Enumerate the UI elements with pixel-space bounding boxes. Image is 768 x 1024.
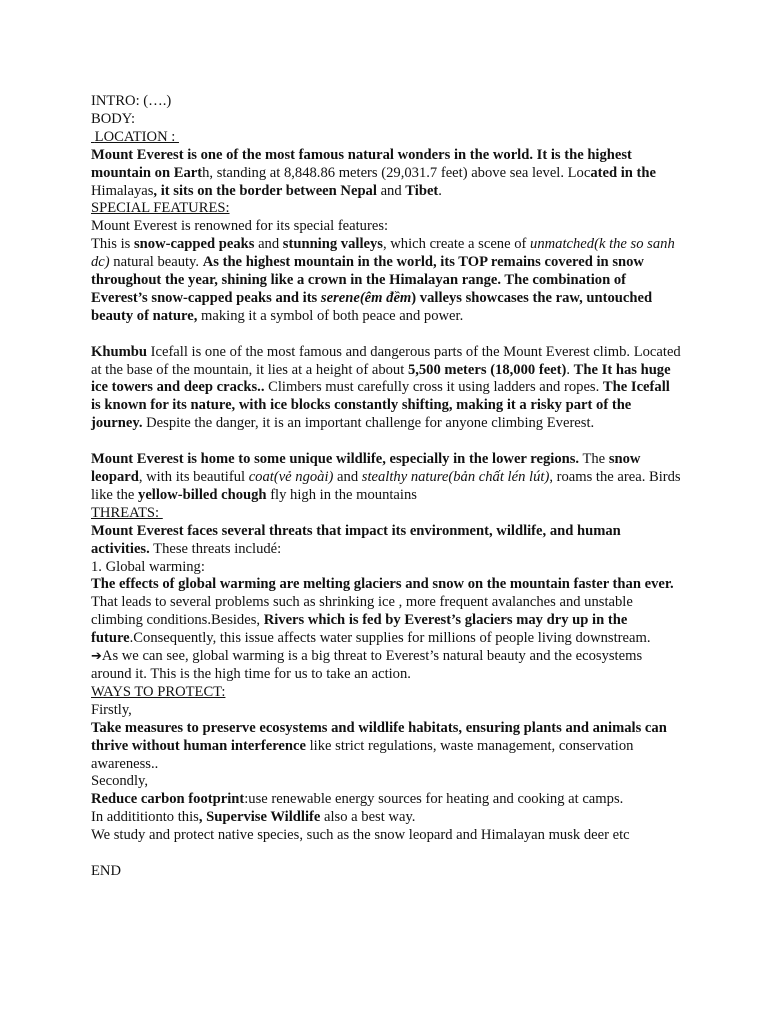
kh-bold: The It has huge ice towers and deep cracks.. — [91, 361, 671, 396]
wp-text: :use renewable energy sources for heating and cooking at camps. — [244, 791, 624, 808]
wp-text: like strict regulations, waste management, conservation awareness.. — [91, 737, 634, 772]
sf-text: This is — [91, 236, 134, 253]
arrow-right-icon: ➔ — [91, 649, 102, 665]
gw-bold: The effects of global warming are melting glaciers and snow on the mountain faster than ever. — [91, 576, 674, 593]
body-label: BODY: — [91, 110, 136, 127]
wl-bold: yellow-billed chough — [138, 486, 267, 503]
kh-text: Despite the danger, it is an important challenge for anyone climbing Everest. — [142, 415, 595, 432]
threat-item-global-warming: 1. Global warming: — [91, 558, 205, 575]
conclusion-text: As we can see, global warming is a big threat to Everest’s natural beauty and the ecosystems around it. This is the high time for us to take an action. — [91, 648, 643, 682]
sf-text: , which create a scene of — [382, 236, 531, 253]
location-text-bold-3: ated in the — [590, 164, 657, 181]
wp-bold: Reduce carbon footprint — [91, 791, 245, 808]
sf-bold: (êm đềm — [359, 289, 412, 306]
ways-paragraph-2 — [91, 791, 681, 809]
threats-heading: THREATS: — [91, 504, 163, 521]
wl-bold: snow leopard — [91, 451, 641, 485]
blank-line — [91, 433, 681, 451]
wl-text: The — [579, 451, 609, 468]
sf-bold: stunning valleys — [282, 236, 383, 253]
ways-paragraph-4: We study and protect native species, such as the snow leopard and Himalayan musk deer etc — [91, 827, 630, 844]
khumbu-paragraph — [91, 344, 681, 434]
end-label: END — [91, 862, 121, 879]
threats-conclusion — [91, 648, 681, 684]
kh-bold: 5,500 meters (18,000 feet) — [407, 361, 567, 378]
threats-intro — [91, 523, 681, 559]
sf-text: and — [254, 236, 283, 253]
sf-bold: ) valleys showcases the raw, untouched beauty of nature, — [91, 289, 653, 324]
firstly-label: Firstly, — [91, 701, 132, 718]
document-page — [91, 93, 681, 881]
ways-paragraph-1 — [91, 720, 681, 774]
wl-italic: coat(vẻ ngoài) — [248, 469, 334, 485]
kh-text: Climbers must carefully cross it using ladders and ropes. — [264, 379, 603, 396]
location-text-8: . — [438, 182, 442, 199]
global-warming-paragraph — [91, 576, 681, 648]
wildlife-paragraph — [91, 451, 681, 505]
wl-text: , with its beautiful — [138, 469, 249, 485]
location-text-bold-1: Mount Everest is one of the most famous natural wonders in the world. It is the highest mountain on Eart — [91, 146, 632, 181]
sf-bold: As the highest mountain in the world, its TOP remains covered in snow throughout the year, shining like a crown in the Himalayan range. The combination of Everest’s snow-capped peaks and its — [91, 254, 644, 306]
ways-paragraph-3 — [91, 809, 681, 827]
sf-bold: snow-capped peaks — [133, 236, 255, 253]
blank-line — [91, 845, 681, 863]
kh-text: . — [566, 361, 574, 378]
wp-text: also a best way. — [320, 809, 416, 826]
kh-text: Icefall is one of the most famous and dangerous parts of the Mount Everest climb. Located at the base of the mountain, it lies at a height of about — [91, 343, 681, 378]
sf-italic: unmatched(k the so sanh dc) — [91, 236, 675, 271]
sf-text: making it a symbol of both peace and power. — [197, 307, 464, 324]
gw-text: That leads to several problems such as shrinking ice , more frequent avalanches and unstable climbing conditions.Besides, — [91, 594, 633, 629]
secondly-label: Secondly, — [91, 773, 149, 790]
wl-text: and — [333, 469, 362, 485]
wl-text: fly high in the mountains — [266, 486, 417, 503]
wl-italic: stealthy nature(bản chất lén lút) — [361, 469, 550, 485]
ways-heading: WAYS TO PROTECT: — [91, 683, 226, 700]
gw-text: .Consequently, this issue affects water supplies for millions of people living downstream. — [129, 630, 651, 647]
wl-bold: Mount Everest is home to some unique wildlife, especially in the lower regions. — [91, 451, 580, 468]
blank-line — [91, 326, 681, 344]
location-text-bold-7: Tibet — [405, 182, 439, 199]
intro-line: INTRO: (….) — [91, 93, 172, 109]
location-text-6: and — [376, 182, 406, 199]
special-features-intro: Mount Everest is renowned for its special features: — [91, 218, 389, 235]
kh-bold: Khumbu — [91, 343, 147, 360]
sf-bold-italic: serene — [320, 289, 360, 306]
location-text-4: Himalayas — [91, 182, 154, 199]
location-text-bold-5: , it sits on the border between Nepal — [153, 182, 377, 199]
gw-bold: Rivers which is fed by Everest’s glaciers may dry up in the future — [91, 612, 628, 647]
th-text: These threats includé: — [149, 540, 282, 557]
location-heading: LOCATION : — [91, 128, 179, 145]
wp-bold: Take measures to preserve ecosystems and wildlife habitats, ensuring plants and animals can thrive without human interference — [91, 719, 667, 754]
kh-bold: The Icefall is known for its nature, with ice blocks constantly shifting, making it a risky part of the journey. — [91, 379, 670, 432]
location-paragraph — [91, 147, 681, 201]
location-text-2: h, standing at 8,848.86 meters (29,031.7 feet) above sea level. Loc — [202, 164, 591, 181]
wl-text: , roams the area. Birds like the — [91, 469, 681, 503]
wp-text: In addititionto this — [91, 809, 199, 826]
wp-bold: , Supervise Wildlife — [198, 809, 321, 826]
th-bold: Mount Everest faces several threats that impact its environment, wildlife, and human activities. — [91, 522, 621, 557]
special-features-heading: SPECIAL FEATURES: — [91, 200, 230, 217]
special-features-paragraph — [91, 236, 681, 326]
sf-text: natural beauty. — [109, 254, 203, 271]
